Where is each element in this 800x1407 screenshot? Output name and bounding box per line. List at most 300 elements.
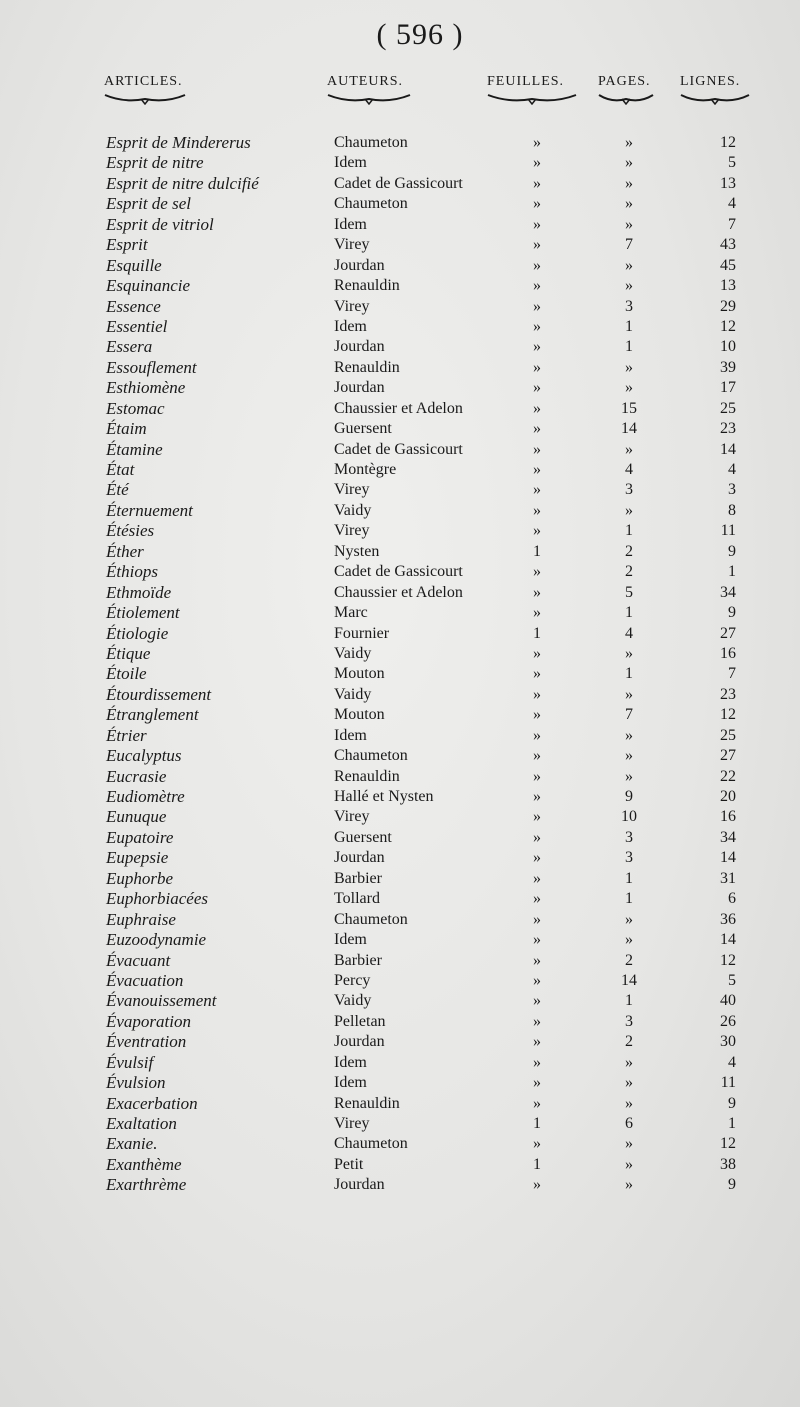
lignes-cell: 9	[728, 1176, 736, 1194]
lignes-cell: 45	[720, 256, 736, 274]
lignes-cell: 13	[720, 174, 736, 192]
article-cell: Eucalyptus	[106, 746, 182, 766]
article-cell: Étique	[106, 643, 151, 663]
pages-cell: 2	[625, 542, 633, 560]
table-row	[0, 828, 800, 848]
pages-cell: 1	[625, 869, 633, 887]
article-cell: Essouflement	[106, 357, 197, 377]
pages-cell: 1	[625, 522, 633, 540]
article-cell: Éventration	[106, 1032, 187, 1052]
pages-cell: »	[625, 910, 633, 928]
table-row	[0, 1175, 800, 1195]
author-cell: Jourdan	[334, 256, 385, 274]
table-row	[0, 705, 800, 725]
article-cell: Évaporation	[106, 1011, 191, 1031]
article-cell: Esquille	[106, 255, 162, 275]
feuilles-cell: »	[533, 971, 541, 989]
feuilles-cell: 1	[533, 542, 541, 560]
column-header-auteurs	[327, 74, 411, 105]
author-cell: Chaussier et Adelon	[334, 583, 463, 601]
article-cell: Esprit de vitriol	[106, 214, 214, 234]
feuilles-cell: »	[533, 420, 541, 438]
article-cell: Étésies	[106, 521, 155, 541]
feuilles-cell: »	[533, 604, 541, 622]
lignes-cell: 27	[720, 747, 736, 765]
author-cell: Renauldin	[334, 1094, 400, 1112]
author-cell: Vaidy	[334, 501, 372, 519]
column-header-pages	[598, 74, 654, 105]
author-cell: Virey	[334, 808, 370, 826]
lignes-cell: 4	[728, 461, 736, 478]
author-cell: Guersent	[334, 420, 392, 438]
pages-cell: 6	[625, 1115, 633, 1132]
table-row	[0, 235, 800, 255]
table-row	[0, 215, 800, 235]
lignes-cell: 26	[720, 1012, 736, 1030]
table-row	[0, 1094, 800, 1114]
table-row	[0, 889, 800, 909]
lignes-cell: 29	[720, 297, 736, 315]
pages-cell: »	[625, 256, 633, 274]
author-cell: Idem	[334, 154, 367, 172]
feuilles-cell: 1	[533, 1155, 541, 1173]
lignes-cell: 25	[720, 726, 736, 744]
author-cell: Petit	[334, 1155, 364, 1173]
article-cell: Ethmoïde	[106, 582, 172, 602]
column-header-feuilles-label: FEUILLES.	[487, 74, 565, 89]
pages-cell: »	[625, 1176, 633, 1194]
pages-cell: 3	[625, 1012, 633, 1030]
feuilles-cell: »	[533, 788, 541, 805]
lignes-cell: 5	[728, 154, 736, 172]
feuilles-cell: »	[533, 256, 541, 274]
feuilles-cell: »	[533, 358, 541, 376]
lignes-cell: 30	[720, 1033, 736, 1051]
article-cell: Éther	[106, 541, 144, 561]
article-cell: Exanthème	[106, 1154, 182, 1174]
column-header-lignes-label: LIGNES.	[680, 74, 741, 89]
pages-cell: 1	[625, 890, 633, 908]
table-row	[0, 930, 800, 950]
pages-cell: 14	[621, 420, 637, 438]
feuilles-cell: »	[533, 399, 541, 417]
author-cell: Renauldin	[334, 767, 400, 785]
feuilles-cell: »	[533, 1176, 541, 1194]
pages-cell: 7	[625, 706, 633, 724]
pages-cell: »	[625, 215, 633, 233]
author-cell: Idem	[334, 726, 367, 744]
author-cell: Guersent	[334, 828, 392, 846]
pages-cell: 3	[625, 481, 633, 499]
author-cell: Barbier	[334, 869, 382, 887]
lignes-cell: 9	[728, 542, 736, 560]
lignes-cell: 38	[720, 1155, 736, 1173]
author-cell: Barbier	[334, 951, 382, 969]
author-cell: Mouton	[334, 706, 385, 724]
author-cell: Virey	[334, 481, 370, 499]
author-cell: Hallé et Nysten	[334, 788, 434, 805]
feuilles-cell: »	[533, 583, 541, 601]
feuilles-cell: »	[533, 563, 541, 581]
article-cell: Euzoodynamie	[106, 930, 207, 950]
lignes-cell: 12	[720, 134, 736, 151]
table-row	[0, 562, 800, 582]
feuilles-cell: »	[533, 522, 541, 540]
article-cell: Éternuement	[106, 500, 193, 520]
article-cell: Eunuque	[106, 807, 167, 827]
table-row	[0, 787, 800, 807]
lignes-cell: 25	[720, 399, 736, 417]
lignes-cell: 10	[720, 338, 736, 356]
author-cell: Jourdan	[334, 338, 385, 356]
author-cell: Chaumeton	[334, 747, 408, 765]
lignes-cell: 23	[720, 685, 736, 703]
table-row	[0, 133, 800, 153]
table-row	[0, 153, 800, 173]
lignes-cell: 31	[720, 869, 736, 887]
article-cell: Esprit	[106, 235, 148, 255]
author-cell: Renauldin	[334, 277, 400, 295]
feuilles-cell: »	[533, 1033, 541, 1051]
pages-cell: »	[625, 440, 633, 458]
lignes-cell: 8	[728, 501, 736, 519]
feuilles-cell: »	[533, 236, 541, 254]
article-cell: Esprit de Mindererus	[106, 133, 251, 152]
author-cell: Nysten	[334, 542, 380, 560]
table-row	[0, 910, 800, 930]
lignes-cell: 12	[720, 706, 736, 724]
article-cell: Évulsif	[106, 1052, 154, 1072]
article-cell: Évulsion	[106, 1073, 166, 1093]
feuilles-cell: »	[533, 706, 541, 724]
lignes-cell: 4	[728, 195, 736, 213]
feuilles-cell: »	[533, 461, 541, 478]
pages-cell: »	[625, 767, 633, 785]
feuilles-cell: »	[533, 1012, 541, 1030]
pages-cell: »	[625, 1155, 633, 1173]
pages-cell: 1	[625, 992, 633, 1010]
feuilles-cell: »	[533, 767, 541, 785]
table-row	[0, 869, 800, 889]
table-row	[0, 1012, 800, 1032]
lignes-cell: 4	[728, 1053, 736, 1071]
lignes-cell: 13	[720, 277, 736, 295]
article-cell: Évanouissement	[106, 991, 217, 1011]
article-cell: Étoile	[106, 664, 147, 684]
table-row	[0, 378, 800, 398]
lignes-cell: 7	[728, 215, 736, 233]
pages-cell: »	[625, 358, 633, 376]
feuilles-cell: »	[533, 154, 541, 172]
article-cell: Exaltation	[106, 1114, 177, 1133]
pages-cell: 2	[625, 951, 633, 969]
feuilles-cell: »	[533, 338, 541, 356]
article-cell: Estomac	[106, 398, 165, 418]
lignes-cell: 9	[728, 604, 736, 622]
lignes-cell: 34	[720, 828, 736, 846]
feuilles-cell: »	[533, 440, 541, 458]
author-cell: Jourdan	[334, 849, 385, 867]
feuilles-cell: »	[533, 828, 541, 846]
author-cell: Cadet de Gassicourt	[334, 563, 463, 581]
article-cell: Exacerbation	[106, 1093, 198, 1113]
table-row	[0, 991, 800, 1011]
lignes-cell: 6	[728, 890, 736, 908]
lignes-cell: 20	[720, 788, 736, 805]
feuilles-cell: »	[533, 1135, 541, 1153]
lignes-cell: 5	[728, 971, 736, 989]
column-header-articles	[104, 74, 186, 105]
author-cell: Renauldin	[334, 358, 400, 376]
table-row	[0, 1155, 800, 1175]
pages-cell: »	[625, 277, 633, 295]
table-row	[0, 1073, 800, 1093]
pages-cell: 3	[625, 297, 633, 315]
pages-cell: »	[625, 1094, 633, 1112]
feuilles-cell: »	[533, 277, 541, 295]
author-cell: Chaumeton	[334, 910, 408, 928]
table-row	[0, 276, 800, 296]
lignes-cell: 39	[720, 358, 736, 376]
table-row	[0, 644, 800, 664]
author-cell: Idem	[334, 1053, 367, 1071]
table-row	[0, 480, 800, 500]
pages-cell: »	[625, 726, 633, 744]
article-cell: Eupepsie	[106, 848, 169, 868]
column-header-pages-label: PAGES.	[598, 74, 651, 89]
lignes-cell: 11	[720, 522, 736, 540]
pages-cell: »	[625, 747, 633, 765]
author-cell: Vaidy	[334, 644, 372, 662]
pages-cell: »	[625, 1053, 633, 1071]
lignes-cell: 1	[728, 563, 736, 581]
lignes-cell: 7	[728, 665, 736, 683]
pages-cell: 4	[625, 461, 633, 478]
column-header-articles-label: ARTICLES.	[104, 74, 183, 89]
table-row	[0, 848, 800, 868]
table-row	[0, 337, 800, 357]
author-cell: Tollard	[334, 890, 380, 908]
article-cell: Essence	[106, 296, 161, 316]
column-header-auteurs-label: AUTEURS.	[327, 74, 404, 89]
article-cell: Étaim	[106, 419, 147, 439]
column-header-lignes	[680, 74, 750, 105]
lignes-cell: 11	[720, 1074, 736, 1092]
author-cell: Fournier	[334, 624, 390, 642]
author-cell: Pelletan	[334, 1012, 386, 1030]
pages-cell: »	[625, 501, 633, 519]
table-row	[0, 399, 800, 419]
table-row	[0, 624, 800, 644]
table-row	[0, 1032, 800, 1052]
feuilles-cell: 1	[533, 624, 541, 642]
author-cell: Percy	[334, 971, 371, 989]
pages-cell: »	[625, 644, 633, 662]
article-cell: Essentiel	[106, 316, 168, 336]
article-cell: Étourdissement	[106, 684, 212, 704]
pages-cell: »	[625, 931, 633, 949]
author-cell: Cadet de Gassicourt	[334, 174, 463, 192]
table-row	[0, 726, 800, 746]
table-header	[0, 64, 800, 114]
lignes-cell: 36	[720, 910, 736, 928]
feuilles-cell: »	[533, 481, 541, 499]
author-cell: Jourdan	[334, 1033, 385, 1051]
author-cell: Virey	[334, 236, 370, 254]
author-cell: Chaumeton	[334, 1135, 408, 1153]
feuilles-cell: »	[533, 931, 541, 949]
brace-ornament-icon	[327, 93, 411, 105]
feuilles-cell: »	[533, 685, 541, 703]
pages-cell: 1	[625, 338, 633, 356]
author-cell: Vaidy	[334, 685, 372, 703]
feuilles-cell: »	[533, 379, 541, 397]
brace-ornament-icon	[104, 93, 186, 105]
brace-ornament-icon	[487, 93, 577, 105]
table-row	[0, 521, 800, 541]
author-cell: Chaussier et Adelon	[334, 399, 463, 417]
lignes-cell: 9	[728, 1094, 736, 1112]
pages-cell: »	[625, 685, 633, 703]
feuilles-cell: »	[533, 644, 541, 662]
feuilles-cell: »	[533, 195, 541, 213]
article-cell: Eucrasie	[106, 766, 167, 786]
pages-cell: »	[625, 134, 633, 151]
lignes-cell: 14	[720, 849, 736, 867]
author-cell: Chaumeton	[334, 134, 408, 151]
article-cell: Éthiops	[106, 562, 158, 582]
article-cell: Euphorbiacées	[106, 889, 208, 909]
article-cell: Exanie.	[106, 1134, 158, 1154]
author-cell: Montègre	[334, 461, 397, 478]
brace-ornament-icon	[598, 93, 654, 105]
table-row	[0, 603, 800, 623]
lignes-cell: 27	[720, 624, 736, 642]
article-cell: Étrier	[106, 725, 147, 745]
feuilles-cell: 1	[533, 1115, 541, 1132]
table-row	[0, 358, 800, 378]
lignes-cell: 43	[720, 236, 736, 254]
lignes-cell: 1	[728, 1115, 736, 1132]
table-row	[0, 419, 800, 439]
article-cell: Euphraise	[106, 909, 176, 929]
table-row	[0, 583, 800, 603]
feuilles-cell: »	[533, 665, 541, 683]
article-cell: Étranglement	[106, 705, 199, 725]
lignes-cell: 40	[720, 992, 736, 1010]
article-cell: Esprit de nitre	[106, 153, 204, 173]
table-row	[0, 256, 800, 276]
article-cell: Étamine	[106, 439, 163, 459]
author-cell: Mouton	[334, 665, 385, 683]
author-cell: Virey	[334, 297, 370, 315]
lignes-cell: 3	[728, 481, 736, 499]
feuilles-cell: »	[533, 808, 541, 826]
pages-cell: 14	[621, 971, 637, 989]
table-row	[0, 440, 800, 460]
lignes-cell: 16	[720, 644, 736, 662]
feuilles-cell: »	[533, 317, 541, 335]
author-cell: Idem	[334, 931, 367, 949]
table-row	[0, 951, 800, 971]
author-cell: Marc	[334, 604, 368, 622]
lignes-cell: 12	[720, 1135, 736, 1153]
article-cell: Étiolement	[106, 603, 180, 623]
pages-cell: »	[625, 1074, 633, 1092]
article-cell: Esthiomène	[106, 378, 186, 398]
pages-cell: »	[625, 174, 633, 192]
feuilles-cell: »	[533, 910, 541, 928]
pages-cell: 15	[621, 399, 637, 417]
author-cell: Vaidy	[334, 992, 372, 1010]
lignes-cell: 34	[720, 583, 736, 601]
feuilles-cell: »	[533, 890, 541, 908]
feuilles-cell: »	[533, 1094, 541, 1112]
article-cell: Eudiomètre	[106, 787, 185, 806]
table-row	[0, 317, 800, 337]
article-cell: État	[106, 460, 135, 479]
feuilles-cell: »	[533, 174, 541, 192]
feuilles-cell: »	[533, 215, 541, 233]
article-cell: Été	[106, 480, 129, 500]
pages-cell: 1	[625, 665, 633, 683]
article-cell: Eupatoire	[106, 827, 174, 847]
pages-cell: 9	[625, 788, 633, 805]
author-cell: Chaumeton	[334, 195, 408, 213]
lignes-cell: 23	[720, 420, 736, 438]
pages-cell: »	[625, 1135, 633, 1153]
article-cell: Évacuation	[106, 970, 184, 990]
feuilles-cell: »	[533, 297, 541, 315]
article-cell: Esquinancie	[106, 276, 191, 296]
lignes-cell: 22	[720, 767, 736, 785]
article-table	[0, 133, 800, 1196]
feuilles-cell: »	[533, 869, 541, 887]
feuilles-cell: »	[533, 951, 541, 969]
pages-cell: 10	[621, 808, 637, 826]
pages-cell: 4	[625, 624, 633, 642]
pages-cell: 5	[625, 583, 633, 601]
table-row	[0, 971, 800, 991]
lignes-cell: 17	[720, 379, 736, 397]
table-row	[0, 297, 800, 317]
brace-ornament-icon	[680, 93, 750, 105]
feuilles-cell: »	[533, 747, 541, 765]
lignes-cell: 14	[720, 931, 736, 949]
pages-cell: 2	[625, 1033, 633, 1051]
feuilles-cell: »	[533, 1053, 541, 1071]
pages-cell: 3	[625, 849, 633, 867]
table-row	[0, 174, 800, 194]
author-cell: Idem	[334, 215, 367, 233]
author-cell: Virey	[334, 1115, 370, 1132]
feuilles-cell: »	[533, 1074, 541, 1092]
lignes-cell: 14	[720, 440, 736, 458]
lignes-cell: 16	[720, 808, 736, 826]
pages-cell: 1	[625, 604, 633, 622]
feuilles-cell: »	[533, 134, 541, 151]
table-row	[0, 746, 800, 766]
column-header-feuilles	[487, 74, 577, 105]
pages-cell: »	[625, 379, 633, 397]
table-row	[0, 685, 800, 705]
article-cell: Étiologie	[106, 623, 169, 643]
table-row	[0, 542, 800, 562]
author-cell: Idem	[334, 1074, 367, 1092]
page-number: ( 596 )	[376, 18, 464, 51]
pages-cell: »	[625, 195, 633, 213]
article-cell: Esprit de sel	[106, 194, 191, 214]
